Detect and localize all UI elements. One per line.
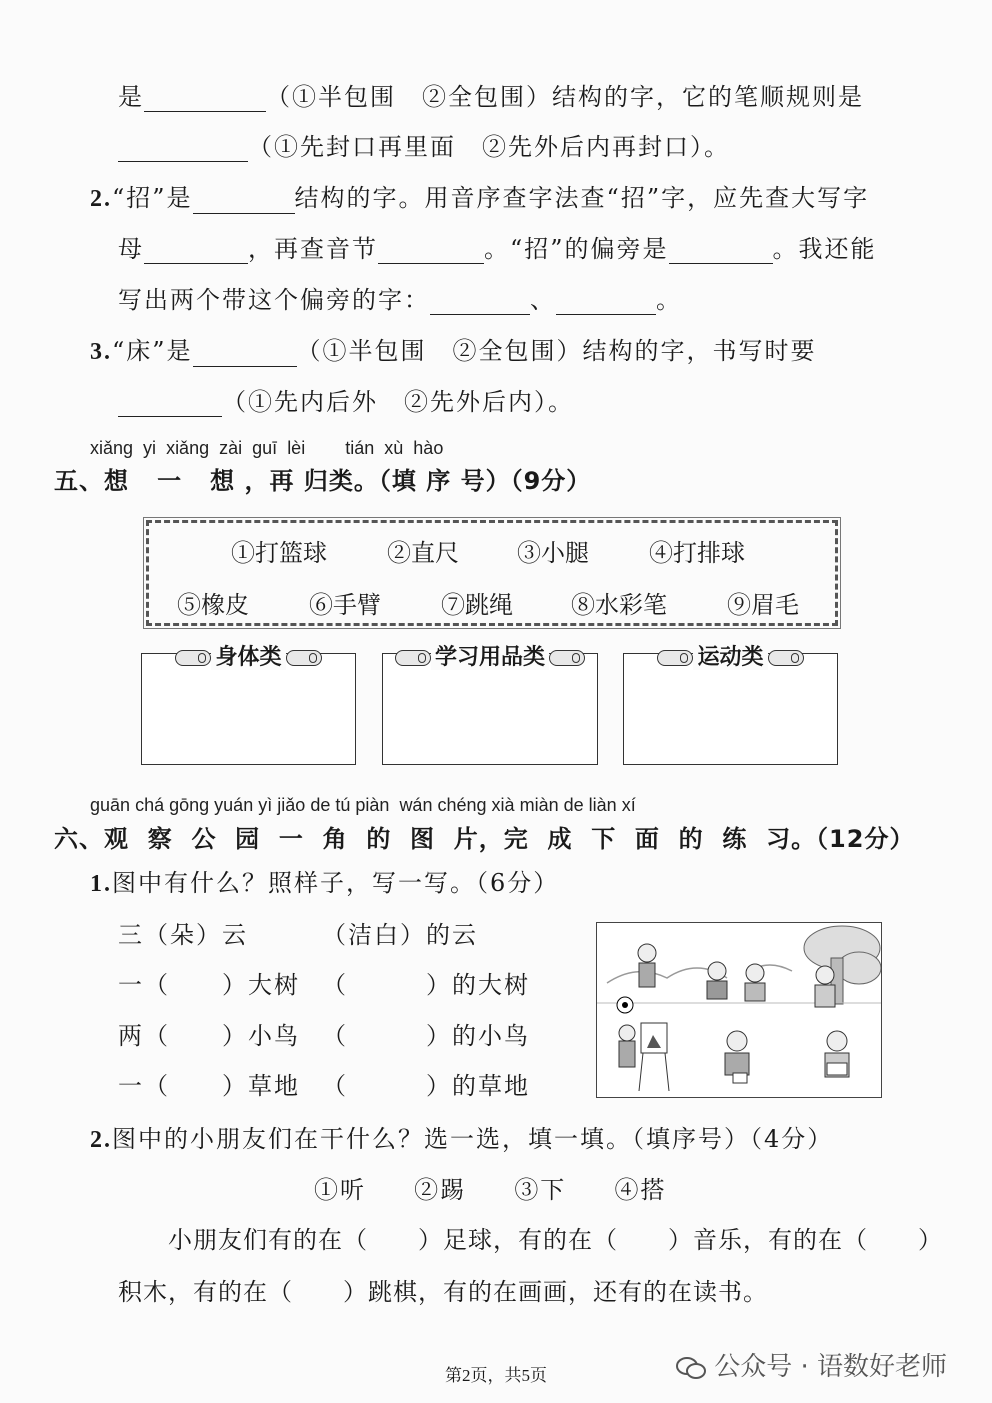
pinyin-line — [90, 795, 636, 816]
blank-zhao-structure[interactable] — [193, 187, 295, 214]
word-item: ⑦跳绳 — [441, 591, 513, 619]
category-label: 身体类 — [211, 644, 285, 670]
park-scene-icon — [597, 923, 881, 1097]
word-item: ③小腿 — [517, 539, 589, 567]
title-part: 角 — [322, 825, 348, 853]
text: （①先内后外 ②先外后内）。 — [222, 388, 574, 416]
word-item: ①打篮球 — [231, 539, 327, 567]
watermark — [676, 1346, 947, 1383]
s6-q1-fill-adjective[interactable]: （ ）的小鸟 — [322, 1022, 530, 1050]
text: （①半包围 ②全包围）结构的字，它的笔顺规则是 — [266, 83, 864, 111]
text: 。 — [656, 286, 682, 314]
text: 、 — [530, 286, 556, 314]
text: 结构的字。用音序查字法查“招”字，应先查大写字 — [294, 184, 870, 212]
text: 写出两个带这个偏旁的字： — [118, 286, 430, 314]
option: ④搭 — [614, 1176, 667, 1204]
pinyin: tián — [345, 438, 375, 458]
category-box-stationery[interactable] — [382, 644, 598, 765]
line-structure-1 — [118, 82, 864, 112]
text: 图中有什么？照样子，写一写。（6分） — [112, 869, 560, 897]
pinyin: zài — [219, 438, 243, 458]
s6-q2-line-1[interactable]: 小朋友们有的在（ ）足球，有的在（ ）音乐，有的在（ ） — [168, 1226, 943, 1254]
blank-writing-order[interactable] — [118, 390, 222, 417]
s6-q1-fill-adjective[interactable]: （ ）的大树 — [322, 971, 530, 999]
question-number: 2. — [90, 186, 112, 212]
section-5-title — [54, 461, 591, 496]
section-6-title — [54, 819, 914, 854]
s6-q1-fill-adjective[interactable]: （ ）的草地 — [322, 1072, 530, 1100]
title-part: 面 — [634, 825, 660, 853]
title-part: 想 — [210, 467, 236, 495]
word-item: ⑨眉毛 — [727, 591, 799, 619]
option: ③下 — [514, 1176, 567, 1204]
pinyin: yuán — [214, 795, 254, 815]
option: ②踢 — [414, 1176, 467, 1204]
title-part: 类 — [328, 467, 354, 495]
title-part: 练 — [722, 825, 748, 853]
text: “床”是 — [112, 337, 193, 365]
title-part: ，再 — [244, 467, 295, 495]
question-number: 3. — [90, 339, 112, 365]
pinyin: gōng — [169, 795, 210, 815]
q3-line-2 — [118, 387, 574, 417]
category-label: 运动类 — [693, 644, 767, 670]
pinyin: xiǎng — [166, 438, 210, 458]
pinyin: de — [563, 795, 584, 815]
title-part: 察 — [147, 825, 173, 853]
blank-char-1[interactable] — [430, 288, 530, 315]
text: 图中的小朋友们在干什么？选一选，填一填。（填序号）（4分） — [112, 1125, 834, 1153]
title-part: 的 — [678, 825, 704, 853]
pinyin: xiǎng — [90, 438, 134, 458]
watermark-text: 公众号 · 语数好老师 — [714, 1352, 948, 1382]
q3-line-1 — [90, 336, 817, 367]
title-part: 习 — [766, 825, 792, 853]
word-item: ⑤橡皮 — [177, 591, 249, 619]
title-part: 的 — [366, 825, 392, 853]
pinyin: piàn — [355, 795, 390, 815]
title-part: 。（12分） — [791, 825, 915, 853]
option: ①听 — [314, 1176, 366, 1204]
pinyin-line — [90, 438, 443, 459]
s6-q1-fill-quantifier[interactable]: 两（ ）小鸟 — [118, 1022, 300, 1050]
title-part: ，完 — [478, 825, 529, 853]
title-part: 六、观 — [54, 825, 129, 853]
text: （①先封口再里面 ②先外后内再封口）。 — [248, 133, 730, 161]
pinyin: lèi — [287, 438, 306, 458]
blank-letter[interactable] — [144, 237, 248, 264]
title-part: 公 — [191, 825, 217, 853]
blank-char-2[interactable] — [556, 288, 656, 315]
title-part: 序 — [426, 467, 452, 495]
word-item: ②直尺 — [387, 539, 459, 567]
s6-q1-fill-quantifier[interactable]: 一（ ）大树 — [118, 971, 300, 999]
text: 是 — [118, 83, 144, 111]
s6-q2-options — [314, 1175, 666, 1205]
text: 。我还能 — [772, 235, 877, 263]
word-item: ④打排球 — [649, 539, 745, 567]
pinyin: xù — [384, 438, 404, 458]
s6-q1-example-a: 三（朵）云 — [118, 921, 248, 949]
category-box-sports[interactable] — [623, 644, 838, 765]
pinyin: chá — [135, 795, 165, 815]
park-illustration — [596, 922, 882, 1098]
pinyin: guān — [90, 795, 131, 815]
category-title — [624, 640, 837, 671]
scroll-icon — [395, 650, 431, 666]
q2-line-3 — [118, 285, 682, 315]
q2-line-1 — [90, 183, 869, 214]
title-part: 下 — [591, 825, 617, 853]
title-part: 归 — [303, 467, 329, 495]
scroll-icon — [175, 650, 211, 666]
q2-line-2 — [118, 234, 877, 264]
category-title — [142, 640, 355, 671]
pinyin: xià — [491, 795, 515, 815]
blank-structure[interactable] — [144, 85, 266, 112]
pinyin: de — [310, 795, 331, 815]
question-number: 2. — [90, 1127, 112, 1153]
pinyin: yi — [143, 438, 157, 458]
title-part: 号）（9分） — [460, 467, 592, 495]
text: 。“招”的偏旁是 — [484, 235, 669, 263]
title-part: 一 — [157, 467, 183, 495]
s6-q2-prompt — [90, 1124, 833, 1155]
pinyin: miàn — [519, 795, 559, 815]
blank-radical[interactable] — [669, 237, 773, 264]
pinyin: xí — [621, 795, 636, 815]
scroll-icon — [549, 650, 585, 666]
title-part: 一 — [278, 825, 304, 853]
blank-stroke-order[interactable] — [118, 135, 248, 162]
title-part: 图 — [410, 825, 436, 853]
s6-q1-prompt — [90, 868, 559, 899]
title-part: 。（填 — [353, 467, 417, 495]
s6-q1-fill-quantifier[interactable]: 一（ ）草地 — [118, 1072, 300, 1100]
category-box-body[interactable] — [141, 644, 356, 765]
blank-syllable[interactable] — [378, 237, 484, 264]
pinyin: liàn — [588, 795, 617, 815]
scroll-icon — [286, 650, 322, 666]
pinyin: jiǎo — [277, 795, 306, 815]
text: 母 — [118, 235, 144, 263]
pinyin: yì — [258, 795, 273, 815]
title-part: 五、想 — [54, 467, 129, 495]
title-part: 园 — [235, 825, 261, 853]
line-structure-2 — [118, 132, 730, 162]
question-number: 1. — [90, 871, 112, 897]
scroll-icon — [657, 650, 693, 666]
word-bank — [146, 520, 838, 626]
title-part: 片 — [453, 825, 479, 853]
word-item: ⑥手臂 — [309, 591, 381, 619]
text: ，再查音节 — [248, 235, 378, 263]
page-footer: 第2页，共5页 — [445, 1366, 547, 1385]
pinyin: guī — [252, 438, 278, 458]
text: “招”是 — [112, 184, 193, 212]
pinyin: chéng — [437, 795, 487, 815]
pinyin: tú — [335, 795, 351, 815]
category-title — [383, 640, 597, 671]
scroll-icon — [768, 650, 804, 666]
blank-chuang-structure[interactable] — [193, 340, 297, 367]
title-part: 成 — [547, 825, 573, 853]
text: （①半包围 ②全包围）结构的字，书写时要 — [296, 337, 817, 365]
s6-q1-example-b: （洁白）的云 — [322, 921, 478, 949]
pinyin: hào — [413, 438, 444, 458]
wechat-icon — [676, 1355, 706, 1381]
word-item: ⑧水彩笔 — [571, 591, 667, 619]
category-label: 学习用品类 — [431, 644, 549, 670]
s6-q2-line-2[interactable]: 积木，有的在（ ）跳棋，有的在画画，还有的在读书。 — [118, 1278, 768, 1306]
pinyin: wán — [399, 795, 433, 815]
